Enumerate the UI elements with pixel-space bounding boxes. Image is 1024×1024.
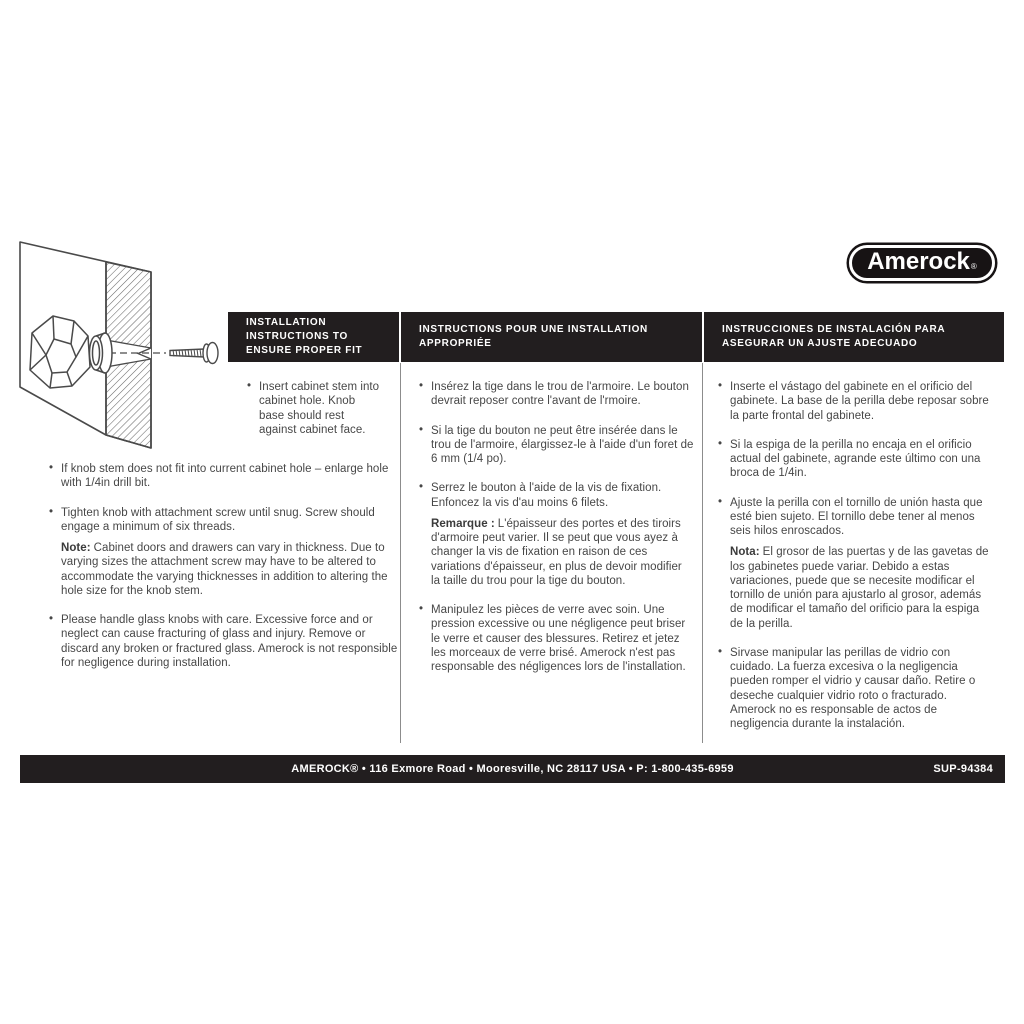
column-en [48, 462, 404, 670]
item-text: Serrez le bouton à l'aide de la vis de fixation. Enfoncez la vis d'au moins 6 filets. [431, 482, 662, 509]
bullet-icon: • [718, 437, 723, 450]
footer-bar [20, 755, 1005, 783]
footer-part-number: SUP-94384 [933, 763, 993, 775]
attachment-screw [170, 343, 218, 364]
list-item [246, 380, 380, 437]
item-text: Inserte el vástago del gabinete en el orificio del gabinete. La base de la perilla debe reposar sobre la parte frontal del gabinete. [730, 381, 989, 422]
column-fr [418, 380, 694, 674]
item-text: Cabinet doors and drawers can vary in thickness. Due to varying sizes the attachment screw may have to be altered to accommodate the varying thicknesses in addition to altering the hole size for the knob stem. [61, 542, 388, 597]
note-label: Nota: [730, 546, 760, 559]
item-text: Sirvase manipular las perillas de vidrio con cuidado. La fuerza excesiva o la negligencia pueden romper el vidrio y causar daño. Retire o deseche cualquier vidrio roto o fracturado. Amerock no es responsable de actos de negligencia durante la instalación. [730, 646, 976, 730]
note-item [418, 517, 694, 588]
bullet-icon: • [49, 505, 54, 518]
bullet-icon: • [247, 380, 252, 392]
item-text: Si la espiga de la perilla no encaja en el orificio actual del gabinete, agrande este último con una broca de 1/4in. [730, 438, 981, 480]
list-item [717, 496, 989, 539]
header-fr: INSTRUCTIONS POUR UNE INSTALLATION APPROPRIÉE [401, 312, 702, 362]
note-label: Note: [61, 542, 91, 554]
item-text: Ajuste la perilla con el tornillo de unión hasta que esté bien sujeto. El tornillo debe tener al menos seis hilos enroscados. [730, 496, 983, 537]
item-text: Manipulez les pièces de verre avec soin. Une pression excessive ou une négligence peut briser le verre et causer des blessures. Retirez et jetez les morceaux de verre brisé. Amerock n'est pas responsable des négligences lors de l'installation. [431, 604, 686, 673]
list-item [717, 646, 989, 732]
list-item [418, 424, 694, 467]
bullet-icon: • [718, 380, 723, 392]
column-en-top [246, 380, 380, 437]
registered-trademark-icon: ® [970, 261, 977, 271]
list-item [48, 462, 404, 491]
item-text: If knob stem does not fit into current cabinet hole – enlarge hole with 1/4in drill bit. [61, 463, 389, 490]
bullet-icon: • [419, 380, 424, 392]
item-text: Please handle glass knobs with care. Excessive force and or neglect can cause fracturing of glass and injury. Remove or discard any broken or fractured glass. Amerock is not responsible for negligence during installation. [61, 614, 398, 669]
knob-base [90, 333, 113, 373]
header-es: INSTRUCCIONES DE INSTALACIÓN PARA ASEGURAR UN AJUSTE ADECUADO [704, 312, 1004, 362]
item-text: El grosor de las puertas y de las gavetas de los gabinetes puede variar. Debido a estas variaciones, puede que se necesite modificar el tornillo de unión para ajustarlo al grosor, además de modificar el tamaño del orificio para la espiga de la perilla. [730, 546, 989, 630]
list-item [717, 380, 989, 423]
list-item [48, 613, 404, 670]
bullet-icon: • [419, 423, 424, 436]
item-text: Si la tige du bouton ne peut être insérée dans le trou de l'armoire, élargissez-le à l'aide d'un foret de 6 mm (1/4 po). [431, 424, 694, 465]
item-text: Tighten knob with attachment screw until snug. Screw should engage a minimum of six threads. [61, 506, 375, 533]
list-item [418, 603, 694, 674]
list-item [717, 438, 989, 481]
item-text: Insérez la tige dans le trou de l'armoire. Le bouton devrait reposer contre l'avant de l'rmoire. [431, 381, 689, 408]
bullet-icon: • [419, 481, 424, 494]
item-text: Insert cabinet stem into cabinet hole. Knob base should rest against cabinet face. [259, 381, 380, 436]
note-item [717, 545, 989, 631]
bullet-icon: • [49, 462, 54, 474]
column-es [717, 380, 989, 731]
item-text: L'épaisseur des portes et des tiroirs d'armoire peut varier. Il se peut que vous ayez à changer la vis de fixation en raison de ces variations d'épaisseur, en plus de devoir modifier la taille du trou pour la tige du bouton. [431, 517, 682, 587]
bullet-icon: • [718, 645, 723, 658]
amerock-logo [849, 245, 995, 281]
list-item [418, 481, 694, 510]
bullet-icon: • [718, 495, 723, 508]
list-item [418, 380, 694, 409]
cabinet-knob-diagram [8, 236, 240, 464]
list-item [48, 506, 404, 535]
footer-address: AMEROCK® • 116 Exmore Road • Mooresville, NC 28117 USA • P: 1-800-435-6959 [291, 763, 734, 775]
note-label: Remarque : [431, 517, 495, 530]
note-item [48, 541, 404, 598]
bullet-icon: • [419, 603, 424, 615]
header-en: INSTALLATION INSTRUCTIONS TO ENSURE PROPER FIT [228, 312, 399, 362]
logo-text: Amerock [867, 248, 970, 275]
bullet-icon: • [49, 613, 54, 625]
column-divider [702, 363, 703, 743]
